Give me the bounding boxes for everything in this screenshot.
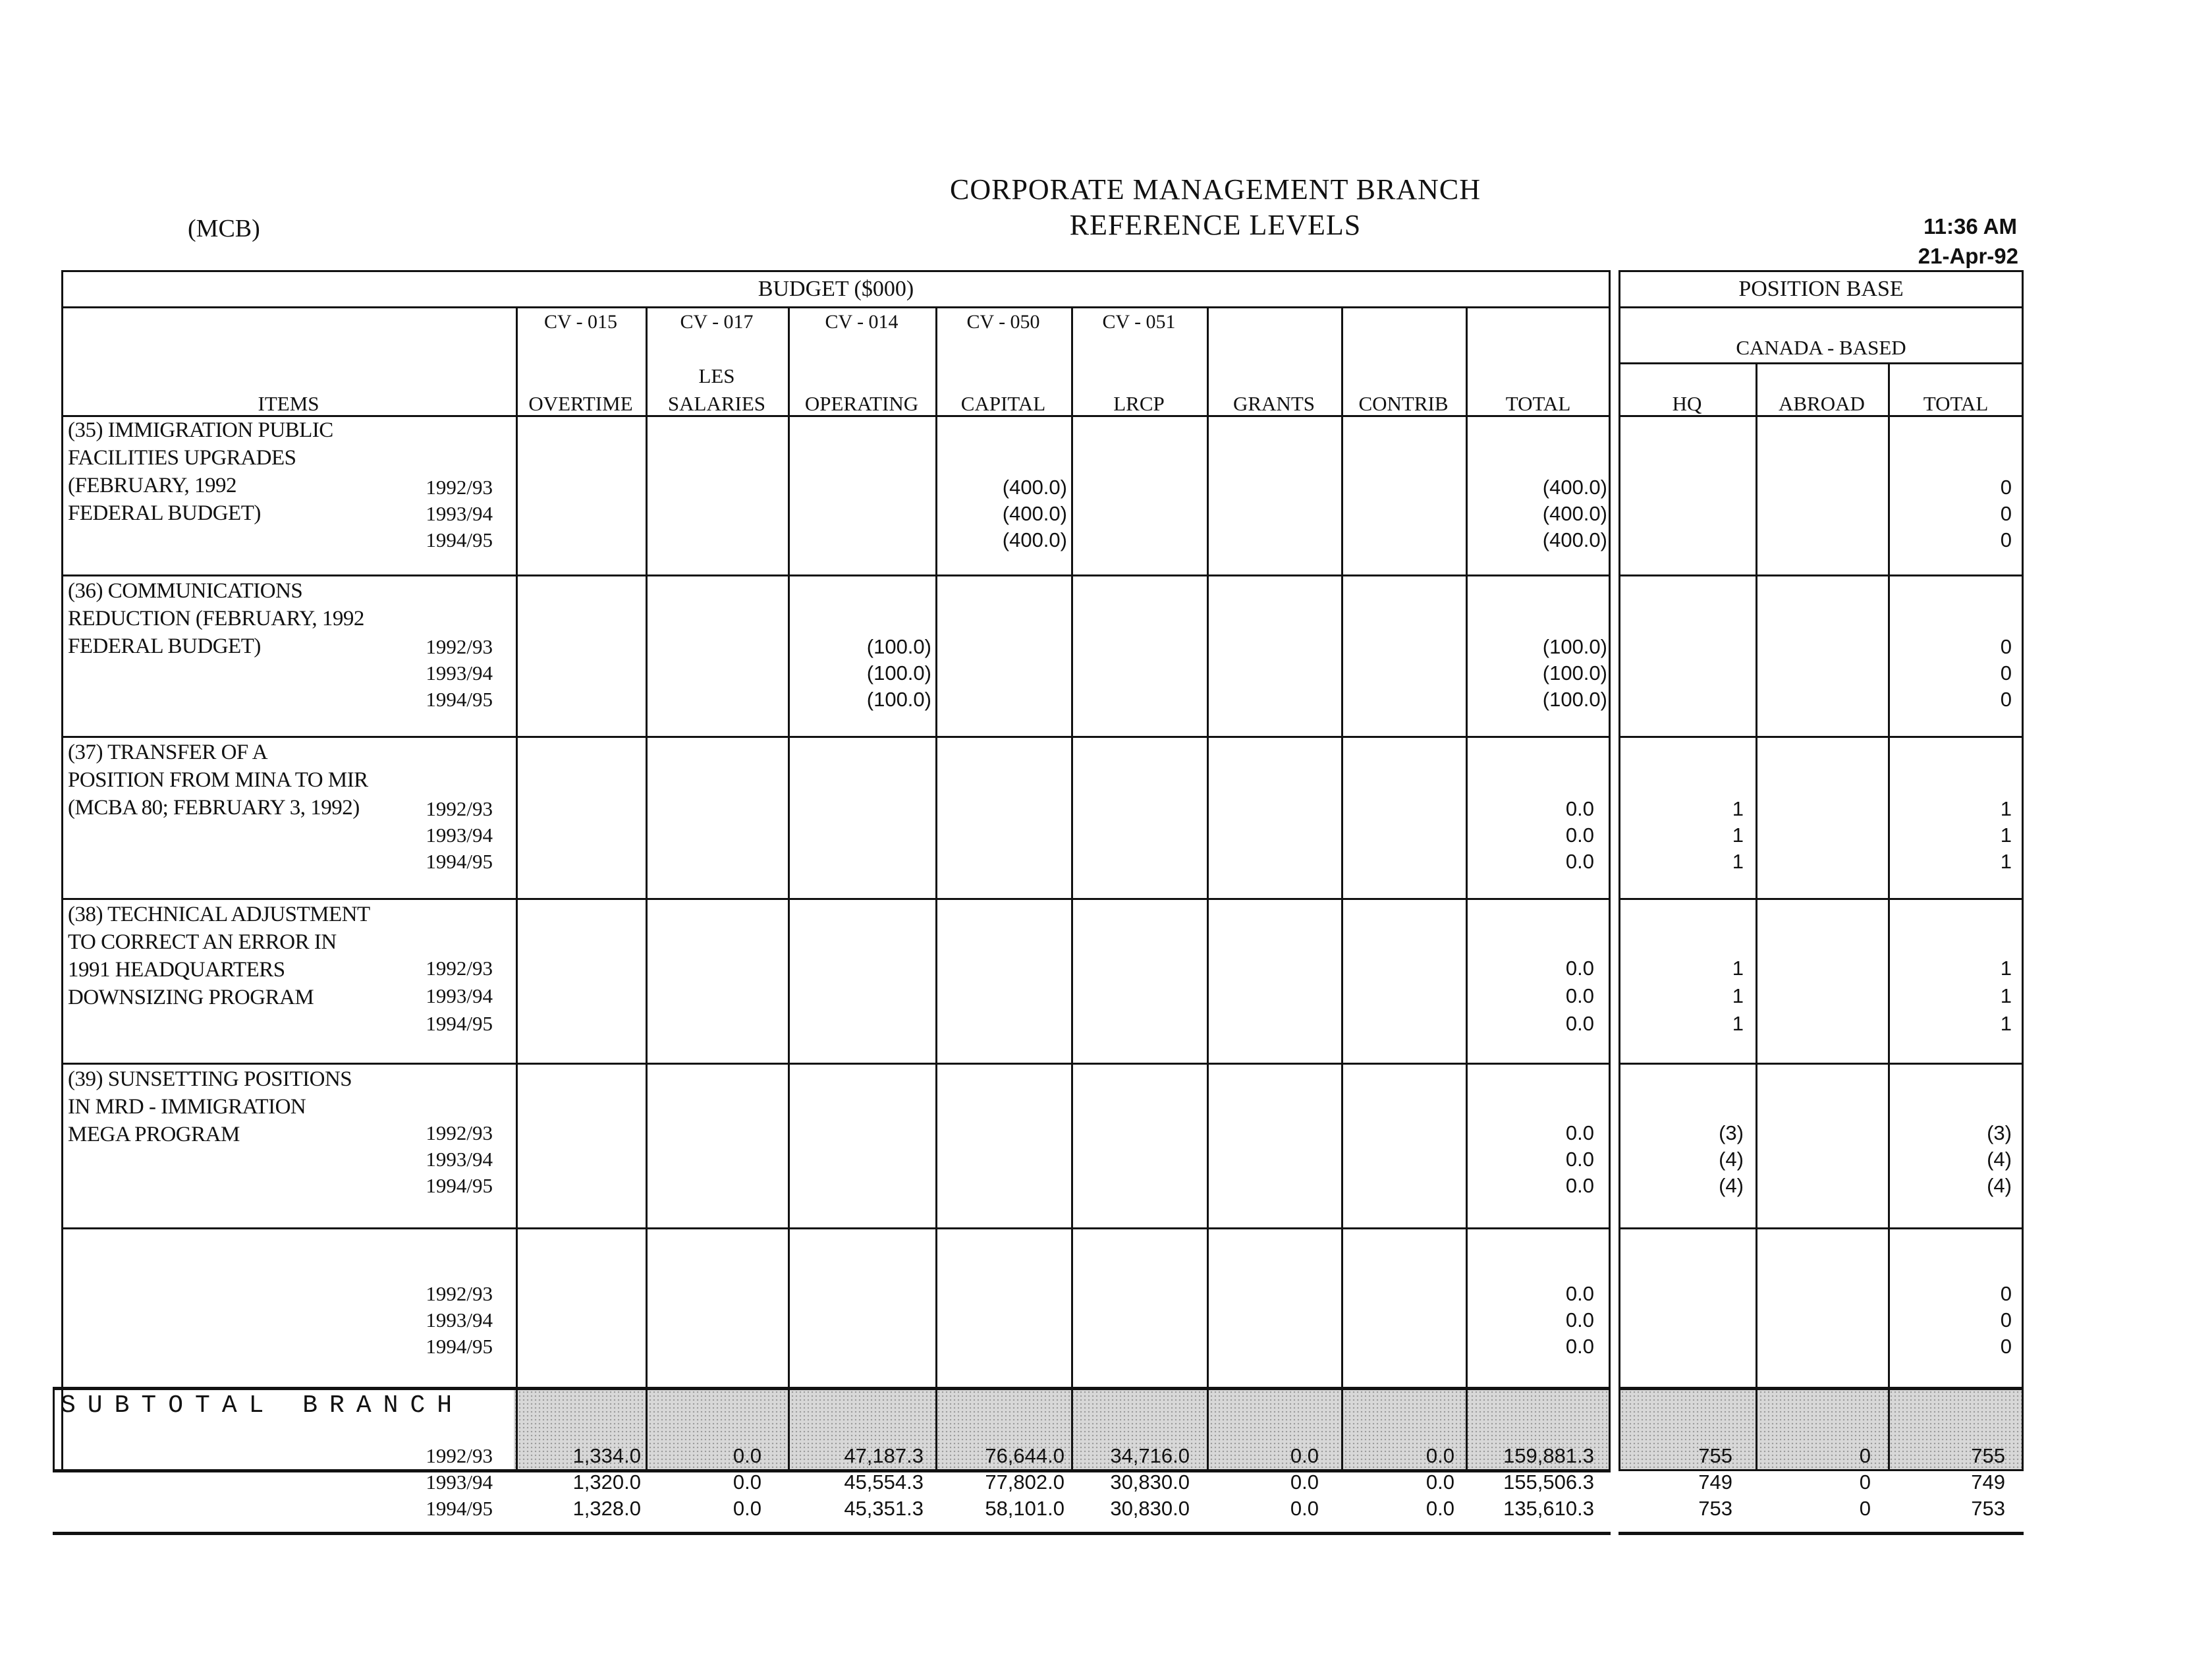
subtotal-year: 1992/93 xyxy=(426,1444,493,1467)
row-year: 1993/94 xyxy=(426,1148,493,1171)
cell-total: 0.0 xyxy=(1565,984,1594,1007)
col-code-lrcp: CV - 051 xyxy=(1102,311,1176,333)
cell-total: (400.0) xyxy=(1542,502,1607,525)
cell-pos-total: 0 xyxy=(2000,688,2012,711)
cell-hq: (4) xyxy=(1719,1174,1744,1197)
cell-pos-total: 0 xyxy=(2000,1282,2012,1305)
cell-operating: (100.0) xyxy=(866,635,931,658)
col-total: TOTAL xyxy=(1505,392,1571,415)
row-year: 1994/95 xyxy=(426,1012,493,1035)
subtotal-contrib: 0.0 xyxy=(1425,1470,1454,1494)
row-year: 1992/93 xyxy=(426,1282,493,1305)
subtotal-capital: 77,802.0 xyxy=(985,1470,1065,1494)
subtotal-overtime: 1,328.0 xyxy=(572,1497,641,1520)
cell-pos-total: 1 xyxy=(2000,824,2012,847)
subtotal-les-salaries: 0.0 xyxy=(733,1470,761,1494)
subtotal-les-salaries: 0.0 xyxy=(733,1497,761,1520)
report-title: CORPORATE MANAGEMENT BRANCH xyxy=(949,173,1481,206)
row-year: 1993/94 xyxy=(426,984,493,1007)
subtotal-pos-total: 755 xyxy=(1971,1444,2005,1467)
cell-capital: (400.0) xyxy=(1002,476,1067,499)
row-year: 1993/94 xyxy=(426,661,493,685)
subtotal-les-salaries: 0.0 xyxy=(733,1444,761,1467)
org-code: (MCB) xyxy=(188,215,260,242)
row-year: 1993/94 xyxy=(426,824,493,847)
subtotal-operating: 45,554.3 xyxy=(844,1470,924,1494)
canada-based-header: CANADA - BASED xyxy=(1736,336,1906,359)
subtotal-overtime: 1,320.0 xyxy=(572,1470,641,1494)
cell-pos-total: 0 xyxy=(2000,476,2012,499)
row-year: 1994/95 xyxy=(426,688,493,711)
subtotal-total: 159,881.3 xyxy=(1503,1444,1594,1467)
cell-total: 0.0 xyxy=(1565,850,1594,873)
report-subtitle: REFERENCE LEVELS xyxy=(1069,209,1362,241)
cell-hq: 1 xyxy=(1732,957,1744,980)
subtotal-abroad: 0 xyxy=(1859,1497,1871,1520)
subtotal-contrib: 0.0 xyxy=(1425,1497,1454,1520)
subtotal-year: 1994/95 xyxy=(426,1497,493,1520)
cell-hq: (4) xyxy=(1719,1148,1744,1171)
cell-pos-total: 0 xyxy=(2000,661,2012,685)
cell-total: 0.0 xyxy=(1565,797,1594,820)
col-items: ITEMS xyxy=(258,392,319,415)
row-year: 1994/95 xyxy=(426,1174,493,1197)
subtotal-lrcp: 30,830.0 xyxy=(1110,1497,1190,1520)
col-operating: OPERATING xyxy=(804,392,919,415)
cell-total: (400.0) xyxy=(1542,528,1607,551)
cell-hq: 1 xyxy=(1732,824,1744,847)
subtotal-lrcp: 30,830.0 xyxy=(1110,1470,1190,1494)
col-lrcp: LRCP xyxy=(1113,392,1165,415)
col-code-les: CV - 017 xyxy=(680,311,754,333)
row-year: 1994/95 xyxy=(426,1335,493,1358)
cell-total: 0.0 xyxy=(1565,1308,1594,1331)
subtotal-hq: 755 xyxy=(1698,1444,1732,1467)
subtotal-lrcp: 34,716.0 xyxy=(1110,1444,1190,1467)
cell-pos-total: (4) xyxy=(1987,1174,2012,1197)
cell-total: 0.0 xyxy=(1565,824,1594,847)
cell-total: (100.0) xyxy=(1542,661,1607,685)
col-position-total: TOTAL xyxy=(1923,392,1989,415)
item-39-title: (39) SUNSETTING POSITIONS IN MRD - IMMIGRATION MEGA PROGRAM xyxy=(68,1067,352,1146)
cell-total: 0.0 xyxy=(1565,1335,1594,1358)
subtotal-pos-total: 753 xyxy=(1971,1497,2005,1520)
cell-total: 0.0 xyxy=(1565,1121,1594,1144)
cell-hq: 1 xyxy=(1732,797,1744,820)
row-year: 1994/95 xyxy=(426,528,493,551)
cell-capital: (400.0) xyxy=(1002,528,1067,551)
budget-header: BUDGET ($000) xyxy=(758,277,914,301)
cell-operating: (100.0) xyxy=(866,688,931,711)
row-year: 1992/93 xyxy=(426,957,493,980)
cell-total: 0.0 xyxy=(1565,1148,1594,1171)
cell-pos-total: 1 xyxy=(2000,850,2012,873)
subtotal-grants: 0.0 xyxy=(1290,1470,1319,1494)
col-hq: HQ xyxy=(1672,392,1702,415)
col-grants: GRANTS xyxy=(1232,392,1315,415)
subtotal-grants: 0.0 xyxy=(1290,1444,1319,1467)
cell-capital: (400.0) xyxy=(1002,502,1067,525)
col-salaries: SALARIES xyxy=(667,392,766,415)
subtotal-hq: 753 xyxy=(1698,1497,1732,1520)
cell-total: (100.0) xyxy=(1542,688,1607,711)
row-year: 1994/95 xyxy=(426,850,493,873)
subtotal-operating: 47,187.3 xyxy=(844,1444,924,1467)
subtotal-overtime: 1,334.0 xyxy=(572,1444,641,1467)
subtotal-capital: 58,101.0 xyxy=(985,1497,1065,1520)
subtotal-total: 135,610.3 xyxy=(1503,1497,1594,1520)
subtotal-contrib: 0.0 xyxy=(1425,1444,1454,1467)
cell-total: (100.0) xyxy=(1542,635,1607,658)
col-capital: CAPITAL xyxy=(960,392,1046,415)
item-37-title: (37) TRANSFER OF A POSITION FROM MINA TO MIR (MCBA 80; FEBRUARY 3, 1992) xyxy=(68,741,368,820)
subtotal-capital: 76,644.0 xyxy=(985,1444,1065,1467)
row-year: 1993/94 xyxy=(426,1308,493,1331)
subtotal-operating: 45,351.3 xyxy=(844,1497,924,1520)
subtotal-total: 155,506.3 xyxy=(1503,1470,1594,1494)
cell-pos-total: 1 xyxy=(2000,984,2012,1007)
row-year: 1992/93 xyxy=(426,1121,493,1144)
cell-pos-total: (3) xyxy=(1987,1121,2012,1144)
cell-pos-total: 1 xyxy=(2000,797,2012,820)
subtotal-abroad: 0 xyxy=(1859,1470,1871,1494)
item-36-title: (36) COMMUNICATIONS REDUCTION (FEBRUARY, 1992 FEDERAL BUDGET) xyxy=(68,579,364,658)
cell-hq: (3) xyxy=(1719,1121,1744,1144)
report-time: 11:36 AM xyxy=(1923,214,2017,238)
col-code-overtime: CV - 015 xyxy=(543,311,618,333)
col-abroad: ABROAD xyxy=(1779,392,1865,415)
row-year: 1992/93 xyxy=(426,476,493,499)
item-38-title: (38) TECHNICAL ADJUSTMENT TO CORRECT AN ERROR IN 1991 HEADQUARTERS DOWNSIZING PROGRAM xyxy=(68,903,370,1009)
cell-hq: 1 xyxy=(1732,1012,1744,1035)
cell-pos-total: 0 xyxy=(2000,1308,2012,1331)
col-overtime: OVERTIME xyxy=(528,392,633,415)
cell-pos-total: 1 xyxy=(2000,1012,2012,1035)
col-contrib: CONTRIB xyxy=(1358,392,1449,415)
subtotal-year: 1993/94 xyxy=(426,1470,493,1494)
cell-hq: 1 xyxy=(1732,984,1744,1007)
item-35-title: (35) IMMIGRATION PUBLIC FACILITIES UPGRADES (FEBRUARY, 1992 FEDERAL BUDGET) xyxy=(68,418,333,525)
report-date: 21-Apr-92 xyxy=(1918,244,2018,268)
row-year: 1992/93 xyxy=(426,635,493,658)
cell-pos-total: (4) xyxy=(1987,1148,2012,1171)
cell-pos-total: 1 xyxy=(2000,957,2012,980)
col-les: LES xyxy=(698,364,735,387)
cell-hq: 1 xyxy=(1732,850,1744,873)
cell-total: 0.0 xyxy=(1565,957,1594,980)
cell-total: 0.0 xyxy=(1565,1282,1594,1305)
cell-total: (400.0) xyxy=(1542,476,1607,499)
subtotal-abroad: 0 xyxy=(1859,1444,1871,1467)
cell-total: 0.0 xyxy=(1565,1174,1594,1197)
cell-pos-total: 0 xyxy=(2000,1335,2012,1358)
cell-pos-total: 0 xyxy=(2000,528,2012,551)
cell-pos-total: 0 xyxy=(2000,502,2012,525)
subtotal-grants: 0.0 xyxy=(1290,1497,1319,1520)
cell-total: 0.0 xyxy=(1565,1012,1594,1035)
col-code-operating: CV - 014 xyxy=(825,311,899,333)
cell-pos-total: 0 xyxy=(2000,635,2012,658)
row-year: 1993/94 xyxy=(426,502,493,525)
col-code-capital: CV - 050 xyxy=(966,311,1040,333)
row-year: 1992/93 xyxy=(426,797,493,820)
cell-operating: (100.0) xyxy=(866,661,931,685)
subtotal-hq: 749 xyxy=(1698,1470,1732,1494)
subtotal-pos-total: 749 xyxy=(1971,1470,2005,1494)
subtotal-label: SUBTOTAL BRANCH xyxy=(61,1391,464,1420)
position-base-header: POSITION BASE xyxy=(1738,277,1904,301)
